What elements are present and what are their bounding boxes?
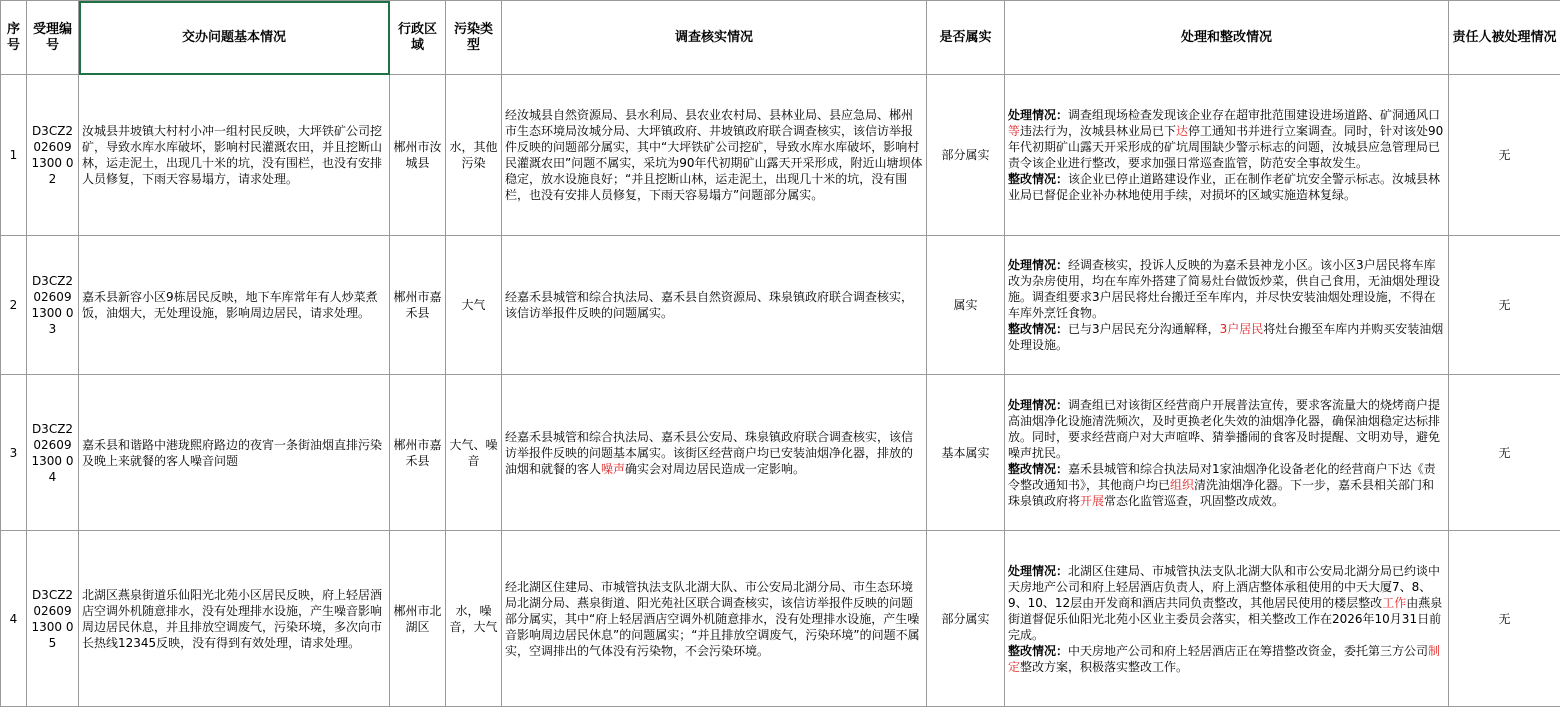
handle-paragraph — [1008, 257, 1445, 321]
header-row — [1, 1, 1560, 75]
cell-check[interactable]: 经汝城县自然资源局、县水利局、县农业农村局、县林业局、县应急局、郴州市生态环境局汝城分局、大坪镇政府、井坡镇政府联合调查核实，该信访举报件反映的问题部分属实，其中“大坪铁矿公司挖矿，导致水库水库破坏，影响村民灌溉农田”问题不属实，采坑为90年代初期矿山露天开采形成，附近山塘坝体稳定，放水设施良好；“并且挖断山林，运走泥土，出现几十米的坑，没有围栏，也没有安排人员修复，下雨天容易塌方”问题部分属实。 — [502, 75, 927, 236]
table-row — [1, 75, 1560, 236]
rectify-highlight: 制定 — [1008, 643, 1441, 674]
cell-id[interactable]: D3CZ2026091300 04 — [27, 375, 79, 531]
header-issue[interactable]: 交办问题基本情况 — [79, 1, 390, 75]
handle-text: 违法行为，汝城县林业局已下 — [1020, 124, 1177, 138]
cell-seq[interactable]: 3 — [1, 375, 27, 531]
rectify-text: 整改方案，积极落实整改工作。 — [1020, 659, 1189, 674]
rectify-text: 清洗油烟净化器。下一步，嘉禾县相关部门和珠泉镇政府将 — [1008, 477, 1435, 508]
header-seq[interactable]: 序号 — [1, 1, 27, 75]
handle-highlight: 工作 — [1382, 595, 1407, 610]
cell-region[interactable]: 郴州市北湖区 — [390, 531, 446, 707]
rectify-paragraph — [1008, 643, 1445, 675]
cell-seq[interactable]: 4 — [1, 531, 27, 707]
cell-issue[interactable]: 嘉禾县新容小区9栋居民反映，地下车库常年有人炒菜煮饭，油烟大，无处理设施，影响周边居民，请求处理。 — [79, 236, 390, 375]
rectify-text: 中天房地产公司和府上轻居酒店正在筹措整改资金，委托第三方公司 — [1068, 643, 1429, 658]
check-text: 经嘉禾县城管和综合执法局、嘉禾县公安局、珠泉镇政府联合调查核实，该信访举报件反映的问题基本属实。该街区经营商户均已安装油烟净化器，排放的油烟和就餐的客人 — [505, 429, 914, 476]
handle-label: 处理情况： — [1008, 258, 1069, 272]
cell-id[interactable]: D3CZ2026091300 05 — [27, 531, 79, 707]
cell-valid[interactable]: 属实 — [927, 236, 1005, 375]
check-text: 确实会对周边居民造成一定影响。 — [625, 461, 806, 476]
rectify-text: 已与3户居民充分沟通解释， — [1068, 322, 1220, 336]
handle-label: 处理情况： — [1008, 108, 1069, 122]
rectify-paragraph — [1008, 321, 1445, 353]
cell-handle[interactable] — [1005, 375, 1449, 531]
handle-highlight: 等 — [1008, 124, 1021, 138]
rectify-label: 整改情况： — [1008, 461, 1069, 476]
cell-id[interactable]: D3CZ2026091300 02 — [27, 75, 79, 236]
cell-handle[interactable] — [1005, 236, 1449, 375]
cell-responsible[interactable]: 无 — [1449, 531, 1560, 707]
handle-label: 处理情况： — [1008, 563, 1069, 578]
cell-check[interactable]: 经北湖区住建局、市城管执法支队北湖大队、市公安局北湖分局、市生态环境局北湖分局、燕泉街道、阳光苑社区联合调查核实，该信访举报件反映的问题部分属实，其中“府上轻居酒店空调外机随意排水，没有处理排水设施，产生噪音影响周边居民休息”的问题属实；“并且排放空调废气，污染环境”的问题不属实，空调排出的气体没有污染物，不会污染环境。 — [502, 531, 927, 707]
handle-text: 由燕泉街道督促乐仙阳光北苑小区业主委员会落实，相关整改工作在2026年10月31日前完成。 — [1008, 595, 1443, 642]
handle-paragraph — [1008, 563, 1445, 643]
cell-issue[interactable]: 北湖区燕泉街道乐仙阳光北苑小区居民反映，府上轻居酒店空调外机随意排水，没有处理排水设施，产生噪音影响周边居民休息，并且排放空调废气，污染环境，多次向市长热线12345反映，没有得到有效处理，请求处理。 — [79, 531, 390, 707]
cell-pollution-type[interactable]: 大气 — [446, 236, 502, 375]
header-handle[interactable]: 处理和整改情况 — [1005, 1, 1449, 75]
cell-valid[interactable]: 基本属实 — [927, 375, 1005, 531]
rectify-highlight: 开展 — [1080, 493, 1105, 508]
rectify-highlight: 3户居民 — [1219, 322, 1264, 336]
rectify-highlight: 组织 — [1170, 477, 1195, 492]
cell-pollution-type[interactable]: 大气、噪音 — [446, 375, 502, 531]
cell-check[interactable]: 经嘉禾县城管和综合执法局、嘉禾县自然资源局、珠泉镇政府联合调查核实，该信访举报件反映的问题属实。 — [502, 236, 927, 375]
handle-label: 处理情况： — [1008, 397, 1069, 412]
cell-pollution-type[interactable]: 水，其他污染 — [446, 75, 502, 236]
rectify-text: 该企业已停止道路建设作业，正在制作老矿坑安全警示标志。汝城县林业局已督促企业补办林地使用手续，对损坏的区域实施造林复绿。 — [1008, 172, 1441, 202]
table-row — [1, 531, 1560, 707]
header-valid[interactable]: 是否属实 — [927, 1, 1005, 75]
header-check[interactable]: 调查核实情况 — [502, 1, 927, 75]
rectify-label: 整改情况： — [1008, 322, 1069, 336]
cell-seq[interactable]: 1 — [1, 75, 27, 236]
cell-region[interactable]: 郴州市嘉禾县 — [390, 236, 446, 375]
rectify-text: 常态化监管巡查，巩固整改成效。 — [1104, 493, 1285, 508]
handle-text: 北湖区住建局、市城管执法支队北湖大队和市公安局北湖分局已约谈中天房地产公司和府上轻居酒店负责人，府上酒店整体承租使用的中天大厦7、8、9、10、12层由开发商和酒店共同负责整改，其他居民使用的楼层整改 — [1008, 563, 1441, 610]
header-id[interactable]: 受理编号 — [27, 1, 79, 75]
cell-valid[interactable]: 部分属实 — [927, 531, 1005, 707]
table-row — [1, 375, 1560, 531]
header-responsible[interactable]: 责任人被处理情况 — [1449, 1, 1560, 75]
cell-region[interactable]: 郴州市汝城县 — [390, 75, 446, 236]
cell-responsible[interactable]: 无 — [1449, 236, 1560, 375]
rectify-text: 将灶台搬至车库内并购买安装油烟处理设施。 — [1008, 322, 1444, 352]
cell-responsible[interactable]: 无 — [1449, 375, 1560, 531]
header-region[interactable]: 行政区域 — [390, 1, 446, 75]
cell-id[interactable]: D3CZ2026091300 03 — [27, 236, 79, 375]
handle-highlight: 达 — [1176, 124, 1189, 138]
cell-handle[interactable] — [1005, 531, 1449, 707]
cell-responsible[interactable]: 无 — [1449, 75, 1560, 236]
check-highlight: 噪声 — [601, 461, 626, 476]
rectify-paragraph — [1008, 171, 1445, 203]
cell-check[interactable] — [502, 375, 927, 531]
handle-text: 停工通知书并进行立案调查。同时，针对该处90年代初期矿山露天开采形成的矿坑周围缺少警示标志的问题，汝城县应急管理局已责令该企业进行整改，要求加强日常巡查监管，防范安全事故发生。 — [1008, 124, 1444, 170]
handle-paragraph — [1008, 397, 1445, 461]
cell-pollution-type[interactable]: 水，噪音，大气 — [446, 531, 502, 707]
rectify-label: 整改情况： — [1008, 643, 1069, 658]
cell-handle[interactable] — [1005, 75, 1449, 236]
rectify-label: 整改情况： — [1008, 172, 1069, 186]
cell-region[interactable]: 郴州市嘉禾县 — [390, 375, 446, 531]
header-pollution-type[interactable]: 污染类型 — [446, 1, 502, 75]
cell-valid[interactable]: 部分属实 — [927, 75, 1005, 236]
handle-text: 经调查核实，投诉人反映的为嘉禾县神龙小区。该小区3户居民将车库改为杂房使用，均在车库外搭建了简易灶台做饭炒菜，供自己食用，无油烟处理设施。调查组要求3户居民将灶台搬迁至车库内，并尽快安装油烟处理设施，不得在车库外烹饪食物。 — [1008, 258, 1441, 320]
rectify-paragraph — [1008, 461, 1445, 509]
rectify-text: 嘉禾县城管和综合执法局对1家油烟净化设备老化的经营商户下达《责令整改通知书》，其他商户均已 — [1008, 461, 1436, 492]
table-row — [1, 236, 1560, 375]
cell-seq[interactable]: 2 — [1, 236, 27, 375]
cell-issue[interactable]: 嘉禾县和谐路中港珑熙府路边的夜宵一条街油烟直排污染及晚上来就餐的客人噪音问题 — [79, 375, 390, 531]
handle-paragraph — [1008, 107, 1445, 171]
cell-issue[interactable]: 汝城县井坡镇大村村小冲一组村民反映，大坪铁矿公司挖矿，导致水库水库破坏，影响村民灌溉农田，并且挖断山林，运走泥土，出现几十米的坑，没有围栏，也没有安排人员修复，下雨天容易塌方，请求处理。 — [79, 75, 390, 236]
handle-text: 调查组已对该街区经营商户开展普法宣传，要求客流量大的烧烤商户提高油烟净化设施清洗频次，及时更换老化失效的油烟净化器，确保油烟稳定达标排放。同时，要求经营商户对大声喧哗、猜拳播闹的食客及时提醒、文明劝导，避免噪声扰民。 — [1008, 397, 1441, 460]
handle-text: 调查组现场检查发现该企业存在超审批范围建设进场道路、矿洞通风口 — [1068, 108, 1441, 122]
